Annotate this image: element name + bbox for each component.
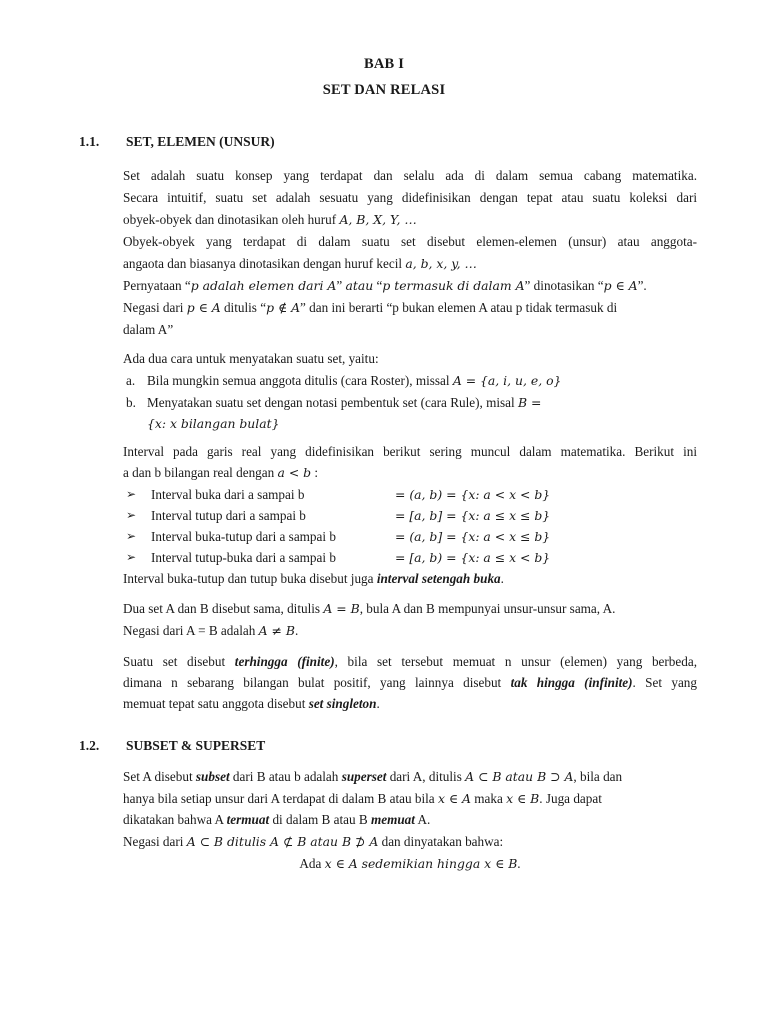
math-expression: a, b, x, y, … (405, 256, 477, 271)
text-run: . (517, 856, 521, 871)
section-title: SUBSET & SUPERSET (126, 738, 266, 753)
paragraph-line (123, 769, 697, 785)
text-run: . Juga dapat (539, 791, 602, 806)
math-expression: p ∈ A (186, 300, 221, 315)
math-expression: p ∈ A (603, 278, 638, 293)
emphasis-term: interval setengah buka (376, 571, 501, 586)
emphasis-term: superset (341, 769, 387, 784)
list-item (147, 373, 561, 389)
math-expression: A ⊂ B ditulis A ⊄ B atau B ⊅ A (186, 834, 379, 849)
text-run: Suatu set disebut (123, 654, 235, 669)
paragraph-line: Obyek-obyek yang terdapat di dalam suatu set disebut elemen-elemen (unsur) atau anggota- (123, 234, 697, 249)
math-expression: p termasuk di dalam A (382, 278, 525, 293)
math-expression: A = B (323, 601, 360, 616)
text-run: dari A, ditulis (386, 769, 466, 784)
list-marker: a. (126, 373, 136, 388)
text-run: a dan b bilangan real dengan (123, 465, 278, 480)
paragraph-line (123, 623, 697, 639)
text-run: ” dan ini berarti “p bukan elemen A atau p tidak termasuk di (300, 300, 618, 315)
text-run: di dalam B atau B (269, 812, 371, 827)
text-run: . (294, 623, 299, 638)
paragraph-line (123, 256, 697, 272)
text-run: “ (373, 278, 383, 293)
text-run: Pernyataan “ (123, 278, 191, 293)
text-run: Negasi dari (123, 834, 187, 849)
math-expression: x ∈ A sedemikian hingga x ∈ B (324, 856, 518, 871)
chapter-label: BAB I (363, 56, 405, 72)
interval-formula: = [a, b) = {x: a ≤ x < b} (395, 550, 551, 565)
math-expression: A ≠ B (258, 623, 295, 638)
text-run: Bila mungkin semua anggota ditulis (cara Roster), missal (147, 373, 453, 388)
math-expression: B = (517, 395, 542, 410)
interval-formula: = (a, b) = {x: a < x < b} (395, 487, 551, 502)
paragraph-line (123, 812, 697, 828)
text-run: dari B atau b adalah (229, 769, 342, 784)
math-expression: a < b (277, 465, 312, 480)
paragraph-line: Ada dua cara untuk menyatakan suatu set, yaitu: (123, 351, 379, 366)
section-number: 1.2. (79, 738, 100, 753)
math-expression: p adalah elemen dari A (190, 278, 337, 293)
paragraph-line: Secara intuitif, suatu set adalah sesuatu yang didefinisikan dengan tepat atau suatu koleksi dari (123, 190, 697, 205)
arrow-bullet-icon: ➢ (126, 529, 137, 543)
text-run: A. (414, 812, 431, 827)
list-marker: b. (126, 395, 136, 410)
paragraph-line (123, 571, 697, 587)
interval-label: Interval buka-tutup dari a sampai b (151, 529, 336, 544)
interval-label: Interval tutup-buka dari a sampai b (151, 550, 336, 565)
text-run: dikatakan bahwa A (123, 812, 227, 827)
math-expression: x ∈ A (437, 791, 471, 806)
paragraph-line (123, 278, 697, 294)
emphasis-term: tak hingga (infinite) (510, 675, 633, 690)
text-run: dan dinyatakan bahwa: (378, 834, 504, 849)
section-title: SET, ELEMEN (UNSUR) (126, 134, 275, 149)
math-expression: x ∈ B (506, 791, 540, 806)
text-run: , bila set tersebut memuat n unsur (elemen) yang berbeda, (334, 654, 697, 669)
paragraph-line (123, 675, 697, 691)
text-run: . (376, 696, 380, 711)
paragraph-line: Set adalah suatu konsep yang terdapat dan selalu ada di dalam semua cabang matematika. (123, 168, 697, 183)
list-item (147, 395, 541, 411)
math-expression: A = {a, i, u, e, o} (452, 373, 562, 388)
paragraph-line (123, 601, 697, 617)
paragraph-line (123, 696, 697, 712)
text-run: . Set yang (632, 675, 697, 690)
text-run: Interval buka-tutup dan tutup buka disebut juga (123, 571, 377, 586)
emphasis-term: subset (195, 769, 230, 784)
arrow-bullet-icon: ➢ (126, 508, 137, 522)
text-run: Menyatakan suatu set dengan notasi pembentuk set (cara Rule), misal (147, 395, 518, 410)
paragraph-line (123, 300, 697, 316)
text-run: hanya bila setiap unsur dari A terdapat di dalam B atau bila (123, 791, 438, 806)
chapter-title: SET DAN RELASI (322, 82, 446, 98)
paragraph-line (123, 212, 697, 228)
section-number: 1.1. (79, 134, 100, 149)
emphasis-term: terhingga (finite) (234, 654, 335, 669)
math-expression: atau (345, 278, 374, 293)
text-run: Ada (299, 856, 325, 871)
text-run: Set A disebut (123, 769, 196, 784)
text-run: ditulis “ (220, 300, 267, 315)
text-run: memuat tepat satu anggota disebut (123, 696, 309, 711)
paragraph-line: Interval pada garis real yang didefinisikan berikut sering muncul dalam matematika. Berikut ini (123, 444, 697, 459)
text-run: : (311, 465, 319, 480)
paragraph-line (123, 834, 697, 850)
emphasis-term: termuat (226, 812, 270, 827)
math-expression: A ⊂ B atau B ⊃ A (465, 769, 574, 784)
emphasis-term: set singleton (308, 696, 377, 711)
text-run: ” dinotasikan “ (524, 278, 604, 293)
text-run: dimana n sebarang bilangan bulat positif, yang lainnya disebut (123, 675, 511, 690)
text-run: , bila dan (573, 769, 623, 784)
interval-formula: = (a, b] = {x: a < x ≤ b} (395, 529, 551, 544)
text-run: . (500, 571, 504, 586)
centered-statement (0, 856, 768, 872)
text-run: ” (336, 278, 346, 293)
text-run: ”. (637, 278, 647, 293)
paragraph-line (123, 654, 697, 670)
emphasis-term: memuat (370, 812, 415, 827)
text-run: Negasi dari A = B adalah (123, 623, 259, 638)
math-expression: p ∉ A (266, 300, 301, 315)
paragraph-line: dalam A” (123, 322, 174, 337)
math-expression: A, B, X, Y, … (339, 212, 417, 227)
interval-formula: = [a, b] = {x: a ≤ x ≤ b} (395, 508, 551, 523)
math-expression: {x: x bilangan bulat} (147, 416, 280, 431)
text-run: maka (470, 791, 507, 806)
text-run: , bula A dan B mempunyai unsur-unsur sama, A. (359, 601, 616, 616)
paragraph-line (123, 465, 697, 481)
interval-label: Interval tutup dari a sampai b (151, 508, 306, 523)
text-run: Dua set A dan B disebut sama, ditulis (123, 601, 324, 616)
text-run: angaota dan biasanya dinotasikan dengan huruf kecil (123, 256, 406, 271)
list-item-continuation (147, 416, 280, 432)
arrow-bullet-icon: ➢ (126, 550, 137, 564)
arrow-bullet-icon: ➢ (126, 487, 137, 501)
text-run: Negasi dari (123, 300, 187, 315)
paragraph-line (123, 791, 697, 807)
text-run: obyek-obyek dan dinotasikan oleh huruf (123, 212, 340, 227)
interval-label: Interval buka dari a sampai b (151, 487, 305, 502)
